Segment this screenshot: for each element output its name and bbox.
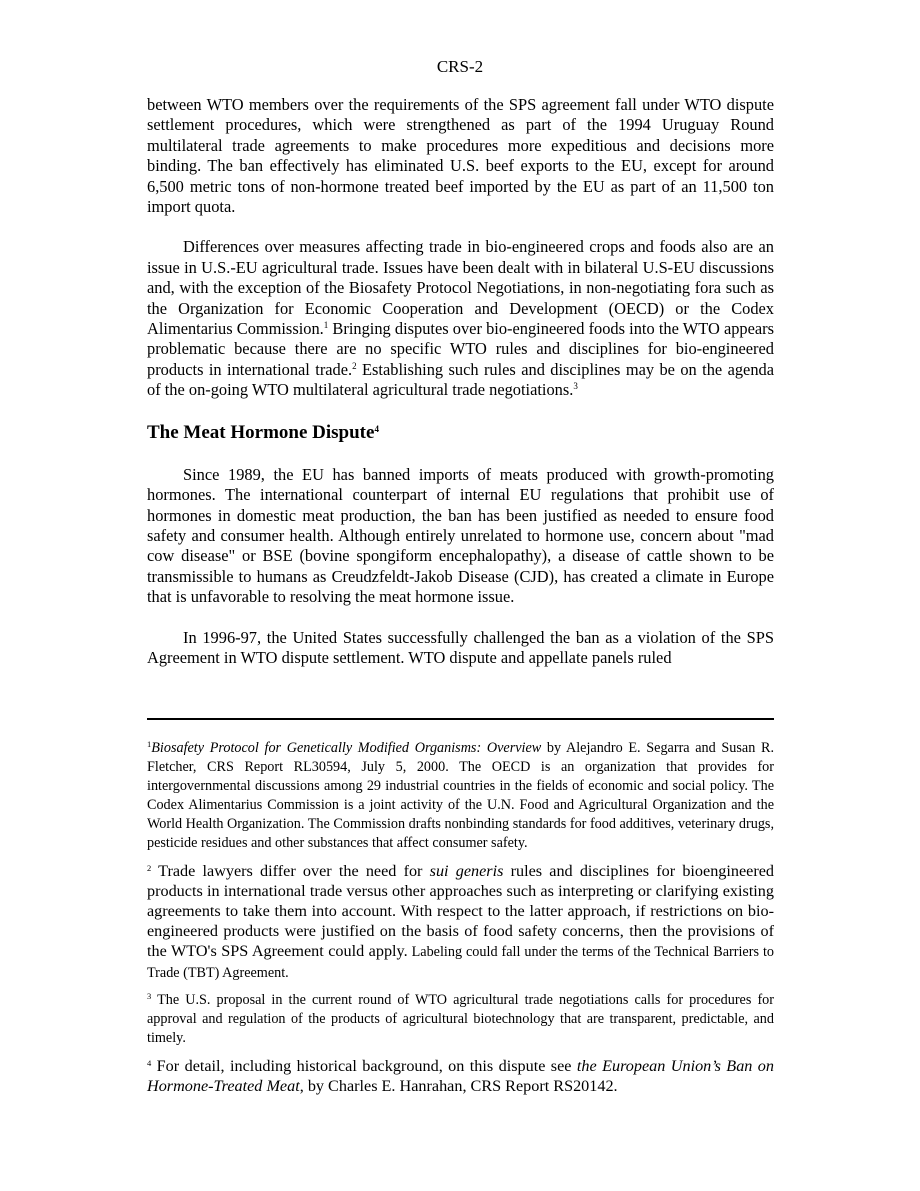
footnote-3-number: 3 — [147, 991, 152, 1001]
footnote-3-text: The U.S. proposal in the current round of WTO agricultural trade negotiations calls for procedures for approval and regulation of the products of agricultural biotechnology that are transparent, predictable, and timely. — [147, 992, 774, 1046]
footnote-2-number: 2 — [147, 863, 152, 873]
footnote-1-title: Biosafety Protocol for Genetically Modified Organisms: Overview — [151, 740, 542, 756]
footnote-1 — [147, 739, 774, 853]
footnote-2-text-b: rules and disciplines for bioengineered products in international trade versus other approaches such as interpreting or clarifying existing agreements to take them into account. With respect to the latter approach, if restrictions on bio-engineered products were justified on the basis of food safety concerns, then the provisions of the WTO's SPS Agreement could apply. — [147, 862, 775, 960]
footnote-ref-4[interactable]: 4 — [374, 423, 379, 434]
footnotes — [147, 739, 774, 1104]
paragraph-2-part-a: Differences over measures affecting trade in bio-engineered crops and foods also are an issue in U.S.-EU agricultural trade. Issues have been dealt with in bilateral U.S-EU discussions and, with the exception of the Biosafety Protocol Negotiations, in non-negotiating fora such as the Organization for Economic Cooperation and Development (OECD) or the Codex Alimentarius Commission. — [147, 237, 774, 339]
section-heading — [147, 421, 774, 445]
footnote-ref-3[interactable]: 3 — [573, 381, 578, 392]
footnote-1-number: 1 — [147, 739, 152, 749]
footnote-4-text-a: For detail, including historical background, on this dispute see — [151, 1057, 577, 1075]
footnote-2-text-a: Trade lawyers differ over the need for — [151, 862, 430, 880]
footnote-1-text: by Alejandro E. Segarra and Susan R. Fletcher, CRS Report RL30594, July 5, 2000. The OECD is an organization that provides for intergovernmental discussions among 29 industrial countries in the fields of economic and social policy. The Codex Alimentarius Commission is a joint activity of the U.N. Food and Agricultural Organization and the World Health Organization. The Commission drafts nonbinding standards for food additives, veterinary drugs, pesticide residues and other substances that affect consumer safety. — [147, 740, 775, 851]
paragraph-2-part-b: Bringing disputes over bio-engineered foods into the WTO appears problematic because there are no specific WTO rules and disciplines for bio-engineered products in international trade. — [147, 319, 775, 379]
page-number: CRS-2 — [436, 57, 484, 76]
footnote-2-italic: sui generis — [429, 862, 504, 880]
footnote-4-text-b: , by Charles E. Hanrahan, CRS Report RS20142. — [299, 1077, 618, 1095]
paragraph-2-part-c: Establishing such rules and disciplines may be on the agenda of the on-going WTO multilateral agricultural trade negotiations. — [147, 359, 774, 400]
footnote-2 — [147, 861, 774, 983]
footnote-ref-1[interactable]: 1 — [323, 320, 329, 331]
paragraph-2 — [147, 237, 774, 400]
footnote-4-number: 4 — [147, 1058, 152, 1068]
footnote-2-text-small: Labeling could fall under the terms of the Technical Barriers to Trade (TBT) Agreement. — [147, 944, 774, 981]
footnote-divider — [147, 718, 774, 720]
footnote-4 — [147, 1056, 774, 1096]
section-heading-text: The Meat Hormone Dispute — [147, 421, 375, 443]
footnote-4-italic: the European Union’s Ban on Hormone-Treated Meat — [147, 1057, 774, 1095]
paragraph-1: between WTO members over the requirements of the SPS agreement fall under WTO dispute settlement procedures, which were strengthened as part of the 1994 Uruguay Round multilateral trade agreements to make procedures more expeditious and decisions more binding. The ban effectively has eliminated U.S. beef exports to the EU, except for around 6,500 metric tons of non-hormone treated beef imported by the EU as part of an 11,500 ton import quota. — [147, 95, 774, 217]
paragraph-3: Since 1989, the EU has banned imports of meats produced with growth-promoting hormones. The international counterpart of internal EU regulations that prohibit use of hormones in domestic meat production, the ban has been justified as needed to ensure food safety and consumer health. Although entirely unrelated to hormone use, concern about "mad cow disease" or BSE (bovine spongiform encephalopathy), a disease of cattle shown to be transmissible to humans as Creudzfeldt-Jakob Disease (CJD), has created a climate in Europe that is unfavorable to resolving the meat hormone issue. — [147, 464, 774, 607]
body-text — [147, 95, 774, 668]
footnote-ref-2[interactable]: 2 — [352, 360, 357, 371]
paragraph-4: In 1996-97, the United States successfully challenged the ban as a violation of the SPS Agreement in WTO dispute settlement. WTO dispute and appellate panels ruled — [147, 627, 774, 667]
footnote-3 — [147, 991, 774, 1048]
